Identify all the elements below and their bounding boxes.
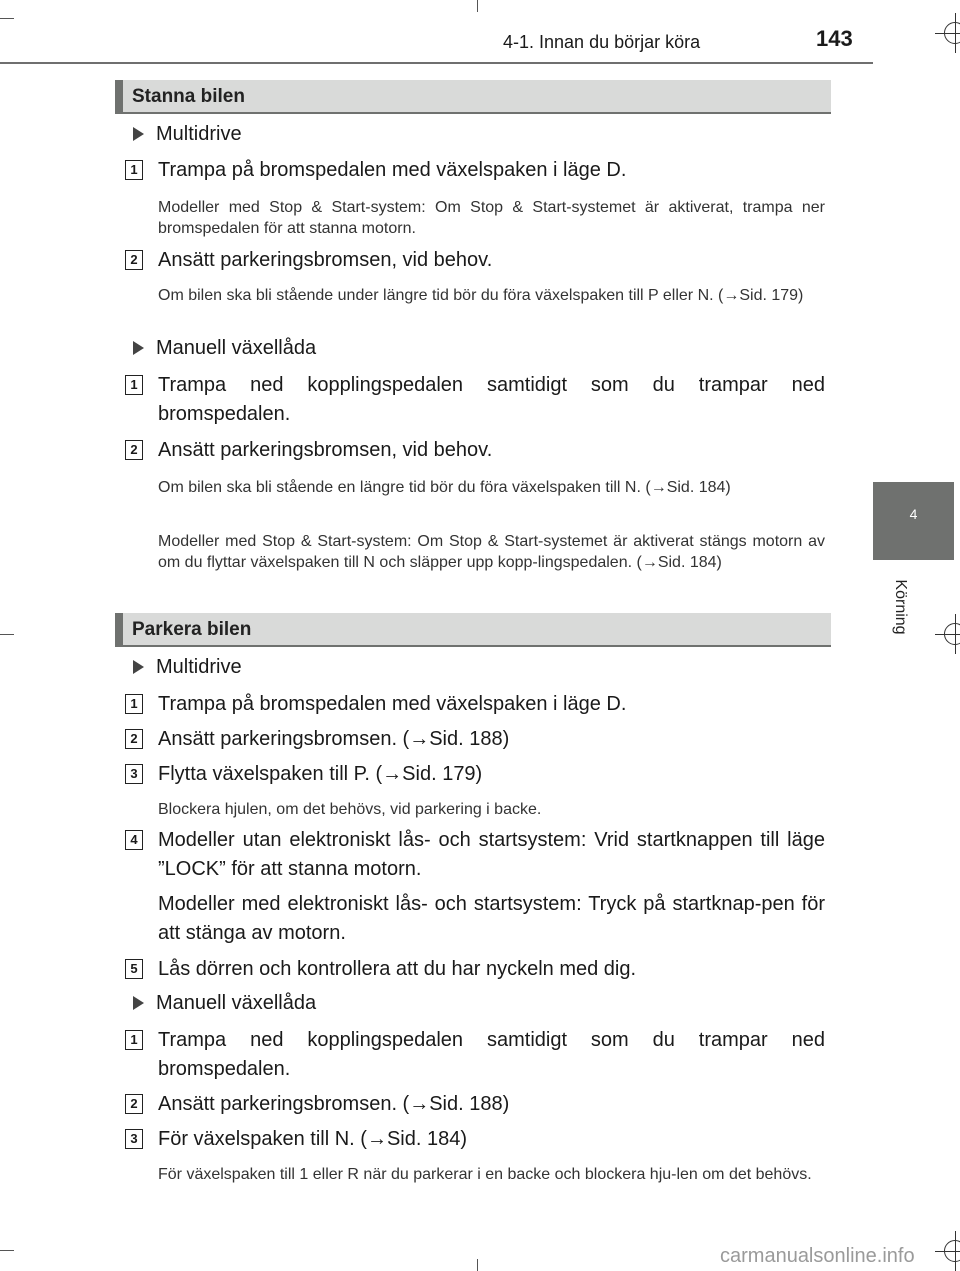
- note-text: Om bilen ska bli stående under längre tid bör du föra växelspaken till P eller N. (→Sid. 179): [158, 287, 804, 304]
- section-title: 4-1. Innan du börjar köra: [503, 32, 701, 52]
- section-heading-stop: [115, 80, 831, 114]
- step-text: Trampa på bromspedalen med växelspaken i läge D.: [158, 159, 627, 181]
- step-number: 2: [125, 729, 143, 749]
- step-text: Ansätt parkeringsbromsen. (→Sid. 188): [158, 1093, 510, 1115]
- step-text: Modeller med elektroniskt lås- och startsystem: Tryck på startknap-pen för att stänga av motorn.: [158, 893, 825, 944]
- subhead-multidrive: Multidrive: [133, 123, 242, 146]
- step-number: 2: [125, 440, 143, 460]
- heading-bar: [115, 613, 123, 645]
- step-text: Trampa ned kopplingspedalen samtidigt som du trampar ned bromspedalen.: [158, 1029, 825, 1080]
- step-number: 4: [125, 830, 143, 850]
- note-text: Modeller med Stop & Start-system: Om Stop & Start-systemet är aktiverat stängs motorn av om du flyttar växelspaken till N och släpper upp kopp-lingspedalen. (→Sid. 184): [158, 533, 825, 571]
- step-number: 5: [125, 959, 143, 979]
- step-text: För växelspaken till N. (→Sid. 184): [158, 1128, 468, 1150]
- crop-mark: [0, 18, 14, 19]
- registration-mark-icon: [944, 1240, 960, 1262]
- note-text: Blockera hjulen, om det behövs, vid parkering i backe.: [158, 801, 542, 818]
- step-text: Ansätt parkeringsbromsen, vid behov.: [158, 249, 493, 271]
- step-number: 1: [125, 375, 143, 395]
- crop-mark: [477, 1259, 478, 1271]
- step-text: Trampa ned kopplingspedalen samtidigt som du trampar ned bromspedalen.: [158, 374, 825, 425]
- watermark: carmanualsonline.info: [720, 1245, 915, 1267]
- step-number: 3: [125, 1129, 143, 1149]
- chapter-label-text: Körning: [892, 579, 909, 635]
- section-heading-park: [115, 613, 831, 647]
- registration-mark-icon: [944, 22, 960, 44]
- triangle-bullet-icon: [133, 996, 144, 1010]
- step-number: 2: [125, 250, 143, 270]
- subhead-multidrive: Multidrive: [133, 656, 242, 679]
- note-text: Modeller med Stop & Start-system: Om Stop & Start-systemet är aktiverat, trampa ner bromspedalen för att stanna motorn.: [158, 199, 825, 237]
- step-text: Lås dörren och kontrollera att du har nyckeln med dig.: [158, 958, 637, 980]
- heading-text: Stanna bilen: [132, 86, 245, 107]
- step-number: 1: [125, 1030, 143, 1050]
- page-number: 143: [816, 26, 853, 51]
- step-number: 3: [125, 764, 143, 784]
- step-number: 1: [125, 694, 143, 714]
- step-number: 2: [125, 1094, 143, 1114]
- subhead-manual: Manuell växellåda: [133, 992, 316, 1015]
- step-number: 1: [125, 160, 143, 180]
- chapter-tab: [873, 482, 954, 560]
- chapter-label: [868, 575, 932, 639]
- step-text: Flytta växelspaken till P. (→Sid. 179): [158, 763, 483, 785]
- registration-mark-icon: [944, 623, 960, 645]
- crop-mark: [0, 1250, 14, 1251]
- triangle-bullet-icon: [133, 127, 144, 141]
- heading-bar: [115, 80, 123, 112]
- chapter-number: 4: [909, 506, 918, 522]
- step-text: Ansätt parkeringsbromsen, vid behov.: [158, 439, 493, 461]
- crop-mark: [0, 634, 14, 635]
- note-text: För växelspaken till 1 eller R när du parkerar i en backe och blockera hju-len om det behövs.: [158, 1166, 812, 1183]
- triangle-bullet-icon: [133, 660, 144, 674]
- step-text: Trampa på bromspedalen med växelspaken i läge D.: [158, 693, 627, 715]
- note-text: Om bilen ska bli stående en längre tid bör du föra växelspaken till N. (→Sid. 184): [158, 479, 731, 496]
- triangle-bullet-icon: [133, 341, 144, 355]
- heading-text: Parkera bilen: [132, 619, 252, 640]
- crop-mark: [477, 0, 478, 12]
- step-text: Modeller utan elektroniskt lås- och startsystem: Vrid startknappen till läge ”LOCK” för att stanna motorn.: [158, 829, 825, 880]
- header-rule: [0, 62, 873, 64]
- step-text: Ansätt parkeringsbromsen. (→Sid. 188): [158, 728, 510, 750]
- subhead-manual: Manuell växellåda: [133, 337, 316, 360]
